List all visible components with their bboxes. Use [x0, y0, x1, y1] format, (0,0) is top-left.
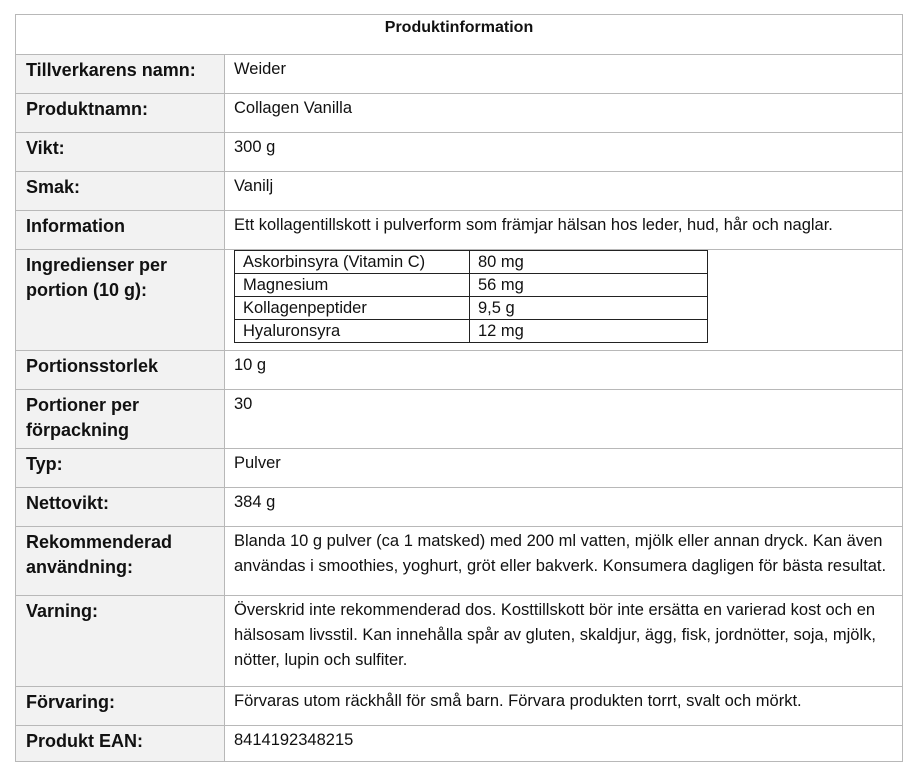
- row-label: Ingredienser per portion (10 g):: [16, 250, 225, 351]
- row-value: 8414192348215: [225, 726, 903, 762]
- ingredient-name: Magnesium: [235, 274, 470, 297]
- row-value: 10 g: [225, 351, 903, 390]
- row-label: Portionsstorlek: [16, 351, 225, 390]
- table-row: [16, 726, 903, 762]
- table-row: [16, 94, 903, 133]
- table-row: [16, 488, 903, 527]
- row-label: Vikt:: [16, 133, 225, 172]
- ingredient-amount: 56 mg: [470, 274, 708, 297]
- row-value: Förvaras utom räckhåll för små barn. Förvara produkten torrt, svalt och mörkt.: [225, 687, 903, 726]
- row-label: Förvaring:: [16, 687, 225, 726]
- ingredient-amount: 12 mg: [470, 320, 708, 343]
- row-value: Vanilj: [225, 172, 903, 211]
- table-row: [16, 133, 903, 172]
- ingredients-table: [234, 250, 708, 343]
- row-value: Pulver: [225, 449, 903, 488]
- table-row-ingredients: [16, 250, 903, 351]
- row-label: Tillverkarens namn:: [16, 55, 225, 94]
- ingredient-row: [235, 251, 708, 274]
- row-value: Collagen Vanilla: [225, 94, 903, 133]
- product-info-table: [15, 14, 903, 762]
- table-row: [16, 211, 903, 250]
- row-label: Smak:: [16, 172, 225, 211]
- table-row: [16, 55, 903, 94]
- row-label: Rekommenderad användning:: [16, 527, 225, 596]
- row-value: Ett kollagentillskott i pulverform som främjar hälsan hos leder, hud, hår och naglar.: [225, 211, 903, 250]
- row-label: Information: [16, 211, 225, 250]
- ingredient-name: Kollagenpeptider: [235, 297, 470, 320]
- row-value: Överskrid inte rekommenderad dos. Kosttillskott bör inte ersätta en varierad kost och en hälsosam livsstil. Kan innehålla spår av gluten, skaldjur, ägg, fisk, jordnötter, soja, mjölk, nötter, lupin och sulfiter.: [225, 596, 903, 687]
- ingredient-row: [235, 274, 708, 297]
- row-value: Blanda 10 g pulver (ca 1 matsked) med 200 ml vatten, mjölk eller annan dryck. Kan även användas i smoothies, yoghurt, gröt eller bakverk. Konsumera dagligen för bästa resultat.: [225, 527, 903, 596]
- table-row: [16, 596, 903, 687]
- ingredient-amount: 9,5 g: [470, 297, 708, 320]
- ingredient-amount: 80 mg: [470, 251, 708, 274]
- table-row: [16, 390, 903, 449]
- table-row: [16, 449, 903, 488]
- row-label: Portioner per förpackning: [16, 390, 225, 449]
- row-label: Produkt EAN:: [16, 726, 225, 762]
- ingredients-cell: [225, 250, 903, 351]
- row-value: 384 g: [225, 488, 903, 527]
- ingredient-row: [235, 320, 708, 343]
- table-row: [16, 172, 903, 211]
- ingredient-name: Askorbinsyra (Vitamin C): [235, 251, 470, 274]
- table-title: Produktinformation: [16, 15, 903, 55]
- row-label: Produktnamn:: [16, 94, 225, 133]
- row-value: 30: [225, 390, 903, 449]
- row-value: 300 g: [225, 133, 903, 172]
- ingredient-row: [235, 297, 708, 320]
- table-row: [16, 351, 903, 390]
- table-row: [16, 687, 903, 726]
- ingredient-name: Hyaluronsyra: [235, 320, 470, 343]
- row-label: Nettovikt:: [16, 488, 225, 527]
- row-value: Weider: [225, 55, 903, 94]
- row-label: Varning:: [16, 596, 225, 687]
- row-label: Typ:: [16, 449, 225, 488]
- table-title-row: [16, 15, 903, 55]
- table-row: [16, 527, 903, 596]
